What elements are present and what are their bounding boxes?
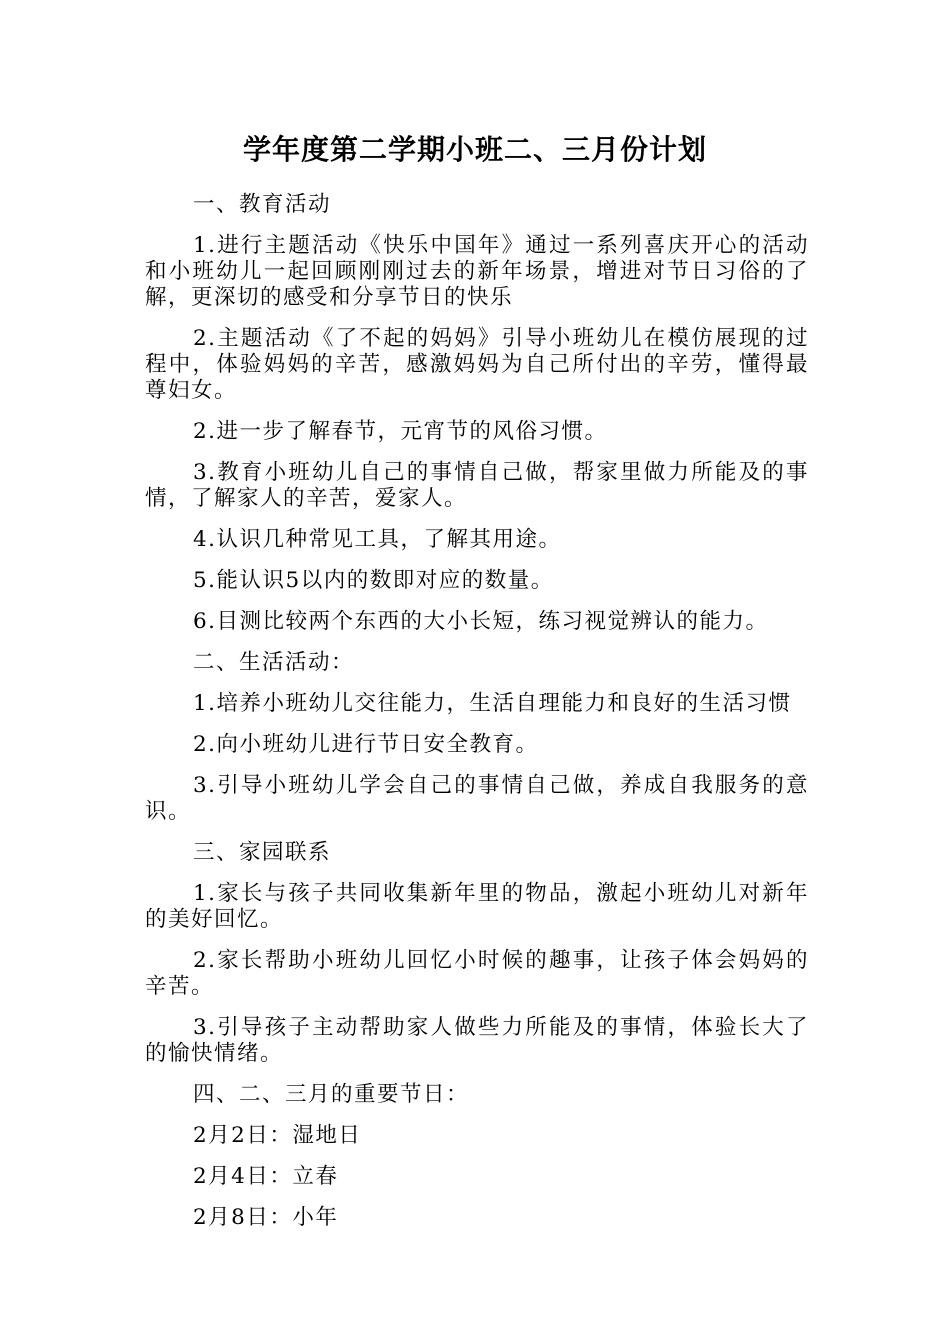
festival-item: 2月2日：湿地日: [193, 1123, 362, 1148]
paragraph: 2.进一步了解春节，元宵节的风俗习惯。: [193, 419, 608, 444]
document-title: 学年度第二学期小班二、三月份计划: [242, 133, 707, 166]
paragraph: 3.教育小班幼儿自己的事情自己做，帮家里做力所能及的事情，了解家人的辛苦，爱家人。: [145, 460, 809, 511]
paragraph: 2.主题活动《了不起的妈妈》引导小班幼儿在模仿展现的过程中，体验妈妈的辛苦，感激妈妈为自己所付出的辛劳，懂得最尊妇女。: [145, 326, 809, 403]
paragraph: 3.引导孩子主动帮助家人做些力所能及的事情，体验长大了的愉快情绪。: [145, 1015, 809, 1066]
document-body: [145, 192, 809, 1246]
paragraph: 1.进行主题活动《快乐中国年》通过一系列喜庆开心的活动和小班幼儿一起回顾刚刚过去的新年场景，增进对节日习俗的了解，更深切的感受和分享节日的快乐: [145, 233, 809, 310]
paragraph: 1.家长与孩子共同收集新年里的物品，激起小班幼儿对新年的美好回忆。: [145, 881, 809, 932]
section-heading-life: 二、生活活动：: [193, 650, 355, 675]
section-heading-festivals: 四、二、三月的重要节日：: [193, 1082, 470, 1107]
festival-item: 2月8日：小年: [193, 1205, 339, 1230]
festival-item: 2月4日：立春: [193, 1164, 339, 1189]
paragraph: 1.培养小班幼儿交往能力，生活自理能力和良好的生活习惯: [193, 691, 792, 716]
paragraph: 3.引导小班幼儿学会自己的事情自己做，养成自我服务的意识。: [145, 773, 809, 824]
paragraph: 2.向小班幼儿进行节日安全教育。: [193, 732, 539, 757]
section-heading-education: 一、教育活动: [193, 192, 332, 217]
section-heading-home-school: 三、家园联系: [193, 840, 332, 865]
paragraph: 4.认识几种常见工具，了解其用途。: [193, 527, 562, 552]
paragraph: 2.家长帮助小班幼儿回忆小时候的趣事，让孩子体会妈妈的辛苦。: [145, 948, 809, 999]
paragraph: 5.能认识5以内的数即对应的数量。: [193, 568, 554, 593]
paragraph: 6.目测比较两个东西的大小长短，练习视觉辨认的能力。: [193, 609, 769, 634]
